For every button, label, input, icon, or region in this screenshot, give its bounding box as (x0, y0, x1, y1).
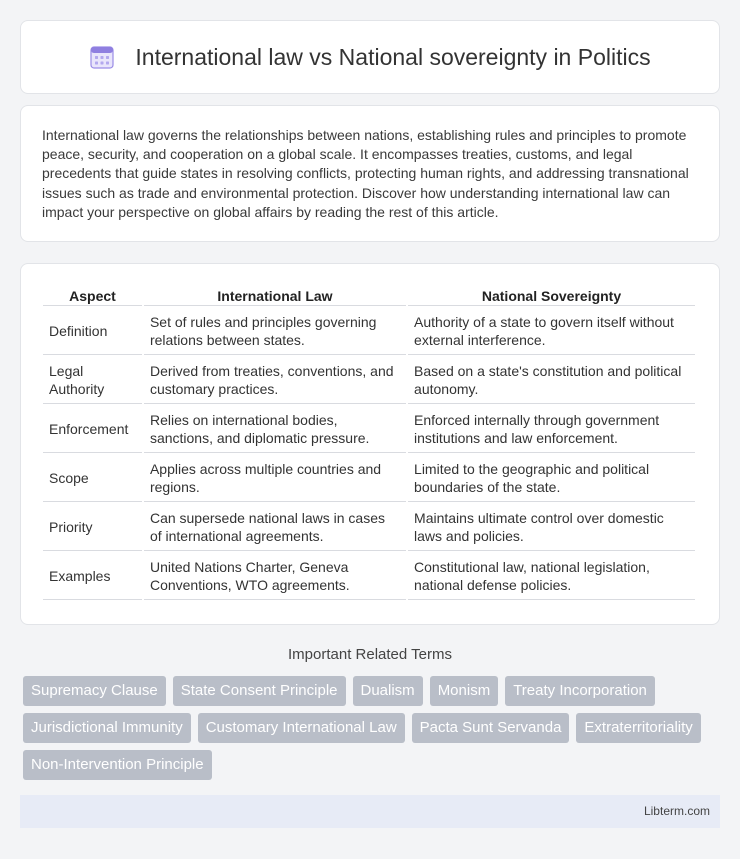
international-law-cell: United Nations Charter, Geneva Conventions, WTO agreements. (144, 553, 406, 600)
table-row (43, 504, 695, 551)
aspect-cell: Examples (43, 553, 142, 600)
national-sovereignty-cell: Based on a state's constitution and political autonomy. (408, 357, 695, 404)
comparison-table (41, 282, 697, 602)
table-row (43, 308, 695, 355)
related-term-tag[interactable]: Dualism (353, 676, 423, 706)
related-term-tag[interactable]: Monism (430, 676, 499, 706)
aspect-cell: Priority (43, 504, 142, 551)
related-term-tag[interactable]: Pacta Sunt Servanda (412, 713, 570, 743)
table-row (43, 553, 695, 600)
page-title: International law vs National sovereignty in Politics (135, 43, 651, 70)
related-term-tag[interactable]: Supremacy Clause (23, 676, 166, 706)
related-term-tag[interactable]: Jurisdictional Immunity (23, 713, 191, 743)
comparison-table-card (20, 263, 720, 625)
national-sovereignty-cell: Authority of a state to govern itself without external interference. (408, 308, 695, 355)
table-row (43, 357, 695, 404)
header-card (20, 20, 720, 94)
international-law-cell: Derived from treaties, conventions, and customary practices. (144, 357, 406, 404)
international-law-cell: Can supersede national laws in cases of international agreements. (144, 504, 406, 551)
column-header-national-sovereignty: National Sovereignty (408, 284, 695, 306)
intro-paragraph: International law governs the relationships between nations, establishing rules and principles to promote peace, security, and cooperation on a global scale. It encompasses treaties, customs, and legal precedents that guide states in resolving conflicts, protecting human rights, and addressing transnational issues such as trade and environmental protection. Discover how understanding international law can impact your perspective on global affairs by reading the rest of this article. (42, 127, 689, 220)
aspect-cell: Legal Authority (43, 357, 142, 404)
related-terms-list (23, 676, 703, 780)
aspect-cell: Enforcement (43, 406, 142, 453)
related-term-tag[interactable]: Treaty Incorporation (505, 676, 655, 706)
international-law-cell: Relies on international bodies, sanctions, and diplomatic pressure. (144, 406, 406, 453)
related-term-tag[interactable]: State Consent Principle (173, 676, 346, 706)
national-sovereignty-cell: Constitutional law, national legislation, national defense policies. (408, 553, 695, 600)
related-term-tag[interactable]: Non-Intervention Principle (23, 750, 212, 780)
related-term-tag[interactable]: Extraterritoriality (576, 713, 700, 743)
related-terms-heading: Important Related Terms (288, 646, 452, 663)
table-row (43, 406, 695, 453)
intro-card (20, 105, 720, 242)
national-sovereignty-cell: Maintains ultimate control over domestic laws and policies. (408, 504, 695, 551)
national-sovereignty-cell: Limited to the geographic and political boundaries of the state. (408, 455, 695, 502)
footer (20, 795, 720, 828)
national-sovereignty-cell: Enforced internally through government institutions and law enforcement. (408, 406, 695, 453)
column-header-international-law: International Law (144, 284, 406, 306)
table-row (43, 455, 695, 502)
table-header-row (43, 284, 695, 306)
column-header-aspect: Aspect (43, 284, 142, 306)
footer-site-link[interactable]: Libterm.com (643, 804, 710, 818)
international-law-cell: Applies across multiple countries and regions. (144, 455, 406, 502)
international-law-cell: Set of rules and principles governing relations between states. (144, 308, 406, 355)
calendar-icon (89, 44, 115, 70)
related-term-tag[interactable]: Customary International Law (198, 713, 405, 743)
aspect-cell: Scope (43, 455, 142, 502)
aspect-cell: Definition (43, 308, 142, 355)
